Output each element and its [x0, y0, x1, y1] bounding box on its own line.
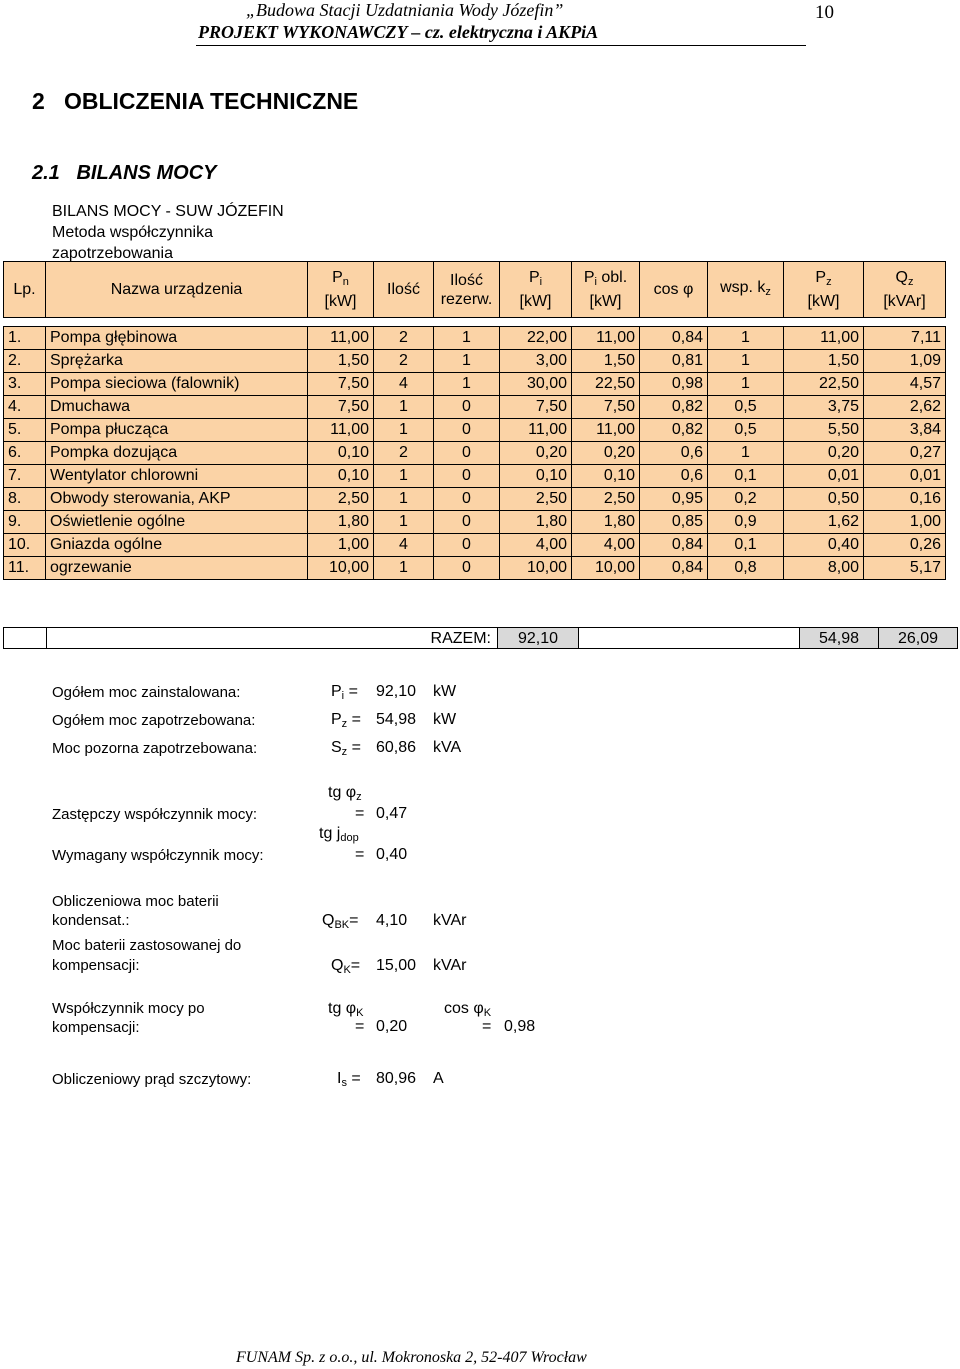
cell-kz: 0,1 — [708, 534, 784, 557]
cell-pi-obl: 0,10 — [572, 465, 640, 488]
cell-lp: 5. — [4, 419, 46, 442]
calc-bank-value: 4,10 — [376, 912, 408, 929]
cell-lp: 3. — [4, 373, 46, 396]
cell-pi-obl: 11,00 — [572, 419, 640, 442]
cell-kz: 0,1 — [708, 465, 784, 488]
cell-pi: 4,00 — [500, 534, 572, 557]
cell-pn: 0,10 — [308, 465, 374, 488]
total-pi: 92,10 — [497, 627, 579, 649]
apparent-value: 60,86 — [376, 739, 417, 756]
cell-lp: 1. — [4, 327, 46, 350]
cell-qz: 0,26 — [864, 534, 946, 557]
installed-value: 92,10 — [376, 683, 417, 700]
tg-j-dop-symbol: tg $j_{dop}$ — [319, 825, 359, 844]
demand-value: 54,98 — [376, 711, 417, 728]
cell-pn: 1,00 — [308, 534, 374, 557]
cell-name: Dmuchawa — [46, 396, 308, 419]
cell-qty: 1 — [374, 465, 434, 488]
section-title: OBLICZENIA TECHNICZNE — [63, 88, 359, 114]
total-spacer — [578, 627, 800, 649]
cell-pn: 1,50 — [308, 350, 374, 373]
table-row — [4, 373, 946, 396]
cell-kz: 0,9 — [708, 511, 784, 534]
cell-name: Pompa sieciowa (falownik) — [46, 373, 308, 396]
cell-qz: 0,01 — [864, 465, 946, 488]
cell-pn: 11,00 — [308, 419, 374, 442]
cell-qty: 1 — [374, 511, 434, 534]
cell-lp: 7. — [4, 465, 46, 488]
cell-pi-obl: 1,50 — [572, 350, 640, 373]
cell-reserve: 0 — [434, 511, 500, 534]
cell-lp: 2. — [4, 350, 46, 373]
cell-name: Gniazda ogólne — [46, 534, 308, 557]
cell-cos-phi: 0,82 — [640, 396, 708, 419]
col-header-kz: wsp. $k_z$ — [708, 262, 784, 318]
col-header-reserve: Ilość rezerw. — [434, 262, 500, 318]
used-bank-unit: kVAr — [433, 957, 467, 974]
subsection-number: 2.1 — [32, 162, 60, 184]
cell-name: Pompka dozująca — [46, 442, 308, 465]
cell-name: Oświetlenie ogólne — [46, 511, 308, 534]
cell-reserve: 1 — [434, 350, 500, 373]
cell-pn: 10,00 — [308, 557, 374, 580]
cell-reserve: 0 — [434, 488, 500, 511]
cell-cos-phi: 0,84 — [640, 557, 708, 580]
subsection-heading — [32, 162, 216, 185]
subsection-title: BILANS MOCY — [76, 162, 217, 184]
cos-phi-k-value: 0,98 — [504, 1018, 536, 1035]
cell-lp: 9. — [4, 511, 46, 534]
cell-pn: 7,50 — [308, 396, 374, 419]
cell-pz: 0,01 — [784, 465, 864, 488]
cell-kz: 0,5 — [708, 396, 784, 419]
cell-pi-obl: 22,50 — [572, 373, 640, 396]
cell-reserve: 0 — [434, 442, 500, 465]
cell-reserve: 1 — [434, 327, 500, 350]
document-subtitle: PROJEKT WYKONAWCZY – cz. elektryczna i AKPiA — [198, 22, 599, 42]
section-heading — [32, 88, 358, 115]
cell-lp: 11. — [4, 557, 46, 580]
cell-lp: 8. — [4, 488, 46, 511]
cell-qty: 1 — [374, 419, 434, 442]
cell-cos-phi: 0,82 — [640, 419, 708, 442]
cell-pn: 7,50 — [308, 373, 374, 396]
cell-name: Pompa płucząca — [46, 419, 308, 442]
cell-pz: 5,50 — [784, 419, 864, 442]
cell-cos-phi: 0,84 — [640, 534, 708, 557]
table-row — [4, 396, 946, 419]
cell-pn: 1,80 — [308, 511, 374, 534]
cell-kz: 1 — [708, 373, 784, 396]
table-row — [4, 327, 946, 350]
cell-pz: 0,40 — [784, 534, 864, 557]
cell-name: Sprężarka — [46, 350, 308, 373]
cell-lp: 10. — [4, 534, 46, 557]
cell-pi-obl: 11,00 — [572, 327, 640, 350]
tg-phi-k-value: 0,20 — [376, 1018, 408, 1035]
peak-current-value: 80,96 — [376, 1070, 417, 1087]
col-header-pz: $P_z$ [kW] — [784, 262, 864, 318]
cell-kz: 1 — [708, 327, 784, 350]
col-header-lp: Lp. — [4, 262, 46, 318]
col-header-name: Nazwa urządzenia — [46, 262, 308, 318]
cell-cos-phi: 0,95 — [640, 488, 708, 511]
table-row — [4, 488, 946, 511]
document-title: „Budowa Stacji Uzdatniania Wody Józefin” — [246, 0, 564, 20]
calc-bank-unit: kVAr — [433, 912, 467, 929]
cell-pn: 2,50 — [308, 488, 374, 511]
cell-name: Wentylator chlorowni — [46, 465, 308, 488]
cell-cos-phi: 0,84 — [640, 327, 708, 350]
table-row — [4, 419, 946, 442]
installed-unit: kW — [433, 683, 457, 700]
cell-pi: 1,80 — [500, 511, 572, 534]
cell-pi: 10,00 — [500, 557, 572, 580]
col-header-qz: $Q_z$ [kVAr] — [864, 262, 946, 318]
qbk-symbol: $Q_{BK}=$ — [322, 912, 359, 931]
equiv-pf-value: 0,47 — [376, 805, 408, 822]
cell-qz: 7,11 — [864, 327, 946, 350]
installed-symbol: $P_i$ = — [331, 683, 358, 702]
cell-kz: 0,8 — [708, 557, 784, 580]
table-row — [4, 465, 946, 488]
cell-pi-obl: 2,50 — [572, 488, 640, 511]
cell-reserve: 1 — [434, 373, 500, 396]
col-header-pi-obl: $P_i$ obl. [kW] — [572, 262, 640, 318]
total-blank-cell — [3, 627, 47, 649]
cell-pi: 7,50 — [500, 396, 572, 419]
cell-qty: 4 — [374, 534, 434, 557]
tg-phi-z-symbol: tg $\varphi_z$ — [328, 784, 362, 803]
col-header-pn: $P_n$ [kW] — [308, 262, 374, 318]
cell-pi: 0,20 — [500, 442, 572, 465]
cell-pz: 1,62 — [784, 511, 864, 534]
cell-pz: 8,00 — [784, 557, 864, 580]
cell-pz: 3,75 — [784, 396, 864, 419]
cell-qz: 3,84 — [864, 419, 946, 442]
demand-symbol: $P_z$ = — [331, 711, 361, 730]
cell-pi-obl: 10,00 — [572, 557, 640, 580]
cell-qz: 1,09 — [864, 350, 946, 373]
cell-pz: 0,20 — [784, 442, 864, 465]
cell-kz: 0,5 — [708, 419, 784, 442]
table-row — [4, 350, 946, 373]
total-row — [3, 627, 958, 650]
cell-reserve: 0 — [434, 465, 500, 488]
total-label: RAZEM: — [46, 627, 498, 649]
cell-name: Obwody sterowania, AKP — [46, 488, 308, 511]
table-row — [4, 557, 946, 580]
header-divider — [196, 45, 806, 46]
cell-reserve: 0 — [434, 419, 500, 442]
cell-pi-obl: 4,00 — [572, 534, 640, 557]
cell-qty: 2 — [374, 350, 434, 373]
cell-pi-obl: 7,50 — [572, 396, 640, 419]
cell-kz: 1 — [708, 350, 784, 373]
cell-qz: 1,00 — [864, 511, 946, 534]
cell-cos-phi: 0,6 — [640, 442, 708, 465]
tg-phi-k-symbol: tg $\varphi_K$ — [328, 1000, 364, 1019]
cos-phi-k-symbol: $\cos \varphi_K$ — [444, 1000, 492, 1019]
cell-pi: 30,00 — [500, 373, 572, 396]
cell-qty: 2 — [374, 327, 434, 350]
col-header-pi: $P_i$ [kW] — [500, 262, 572, 318]
peak-current-unit: A — [433, 1070, 444, 1087]
cell-qty: 1 — [374, 557, 434, 580]
cell-qty: 1 — [374, 488, 434, 511]
cell-reserve: 0 — [434, 557, 500, 580]
cell-name: Pompa głębinowa — [46, 327, 308, 350]
col-header-qty: Ilość — [374, 262, 434, 318]
cell-name: ogrzewanie — [46, 557, 308, 580]
intro-line-2: Metoda współczynnika — [52, 224, 213, 241]
page-footer: FUNAM Sp. z o.o., ul. Mokronoska 2, 52-407 Wrocław — [236, 1349, 587, 1366]
cell-pi: 3,00 — [500, 350, 572, 373]
required-pf-value: 0,40 — [376, 846, 408, 863]
cell-pz: 0,50 — [784, 488, 864, 511]
cell-qz: 0,16 — [864, 488, 946, 511]
cell-pz: 22,50 — [784, 373, 864, 396]
cell-pi-obl: 0,20 — [572, 442, 640, 465]
intro-line-3: zapotrzebowania — [52, 245, 173, 262]
power-balance-table — [3, 261, 946, 580]
section-number: 2 — [32, 88, 45, 114]
cell-pz: 1,50 — [784, 350, 864, 373]
apparent-unit: kVA — [433, 739, 462, 756]
cell-qty: 4 — [374, 373, 434, 396]
cell-cos-phi: 0,6 — [640, 465, 708, 488]
cell-kz: 1 — [708, 442, 784, 465]
cell-qz: 2,62 — [864, 396, 946, 419]
is-symbol: $I_s$ = — [337, 1070, 361, 1089]
cell-lp: 4. — [4, 396, 46, 419]
cell-qz: 5,17 — [864, 557, 946, 580]
cell-kz: 0,2 — [708, 488, 784, 511]
cell-pn: 0,10 — [308, 442, 374, 465]
cell-reserve: 0 — [434, 396, 500, 419]
used-bank-value: 15,00 — [376, 957, 417, 974]
col-header-cos: cos φ — [640, 262, 708, 318]
cell-cos-phi: 0,98 — [640, 373, 708, 396]
page-number: 10 — [815, 2, 834, 23]
cell-pi: 0,10 — [500, 465, 572, 488]
table-row — [4, 442, 946, 465]
intro-line-1: BILANS MOCY - SUW JÓZEFIN — [52, 203, 284, 220]
cell-qz: 4,57 — [864, 373, 946, 396]
cell-pi: 2,50 — [500, 488, 572, 511]
cell-pi-obl: 1,80 — [572, 511, 640, 534]
cell-qz: 0,27 — [864, 442, 946, 465]
table-row — [4, 534, 946, 557]
table-row — [4, 511, 946, 534]
cell-qty: 2 — [374, 442, 434, 465]
qk-symbol: $Q_K=$ — [331, 957, 361, 976]
table-header-row — [4, 262, 946, 318]
cell-reserve: 0 — [434, 534, 500, 557]
cell-cos-phi: 0,85 — [640, 511, 708, 534]
demand-unit: kW — [433, 711, 457, 728]
total-qz: 26,09 — [878, 627, 958, 649]
cell-pi: 22,00 — [500, 327, 572, 350]
cell-pz: 11,00 — [784, 327, 864, 350]
cell-pn: 11,00 — [308, 327, 374, 350]
cell-qty: 1 — [374, 396, 434, 419]
apparent-symbol: $S_z$ = — [331, 739, 361, 758]
cell-lp: 6. — [4, 442, 46, 465]
cell-cos-phi: 0,81 — [640, 350, 708, 373]
total-pz: 54,98 — [799, 627, 879, 649]
cell-pi: 11,00 — [500, 419, 572, 442]
